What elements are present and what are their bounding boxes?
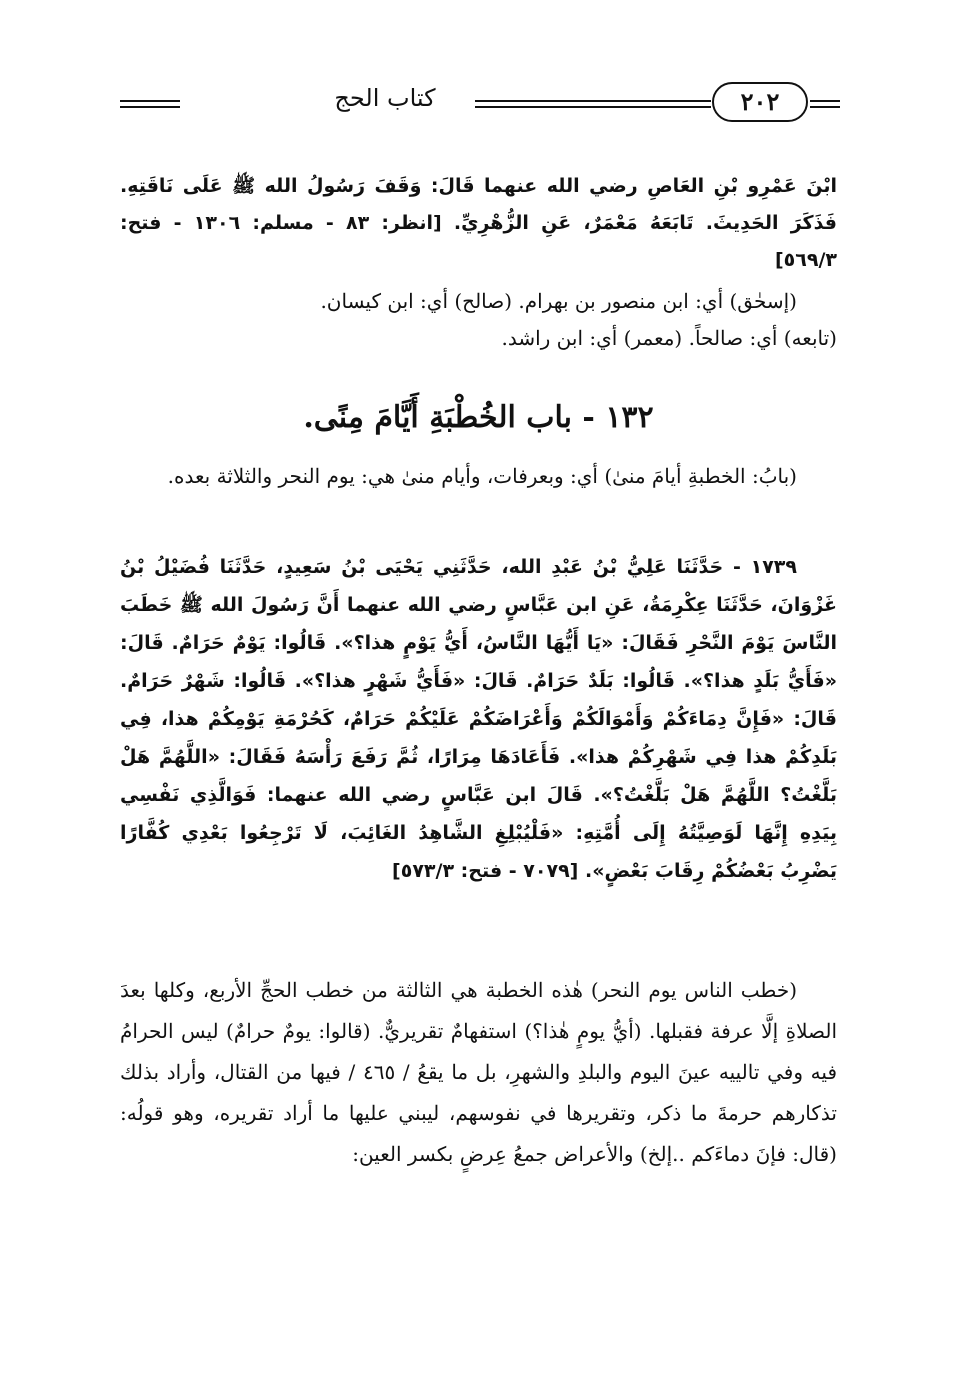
top-block <box>120 168 837 357</box>
chapter-commentary: (بابُ: الخطبةِ أيامَ منىٰ) أي: وبعرفات، وأيام منىٰ هي: يوم النحر والثلاثة بعده. <box>167 464 797 488</box>
commentary-line: (تابعه) أي: صالحاً. (معمر) أي: ابن راشد. <box>501 326 837 350</box>
chapter-heading: ١٣٢ - باب الخُطْبَةِ أَيَّامَ مِنًى. <box>303 400 654 435</box>
commentary-line: (إسحٰق) أي: ابن منصور بن بهرام. (صالح) أي: ابن كيسان. <box>320 289 797 313</box>
hadith-continuation: ابْنَ عَمْرِو بْنِ العَاصِ رضي الله عنهما قَالَ: وَقَفَ رَسُولُ الله ﷺ عَلَى نَاقَتِهِ. فَذَكَرَ الحَدِيثَ. تَابَعَهُ مَعْمَرٌ، عَنِ الزُّهْرِيِّ. [انظر: ٨٣ - مسلم: ١٣٠٦ - فتح: ٥٦٩/٣] <box>120 175 837 271</box>
hadith-text: ١٧٣٩ - حَدَّثَنَا عَلِيُّ بْنُ عَبْدِ الله، حَدَّثَنِي يَحْيَى بْنُ سَعِيدٍ، حَدَّثَنَا فُضَيْلُ بْنُ غَزْوَانَ، حَدَّثَنَا عِكْرِمَةُ، عَنِ ابن عَبَّاسٍ رضي الله عنهما أَنَّ رَسُولَ الله ﷺ خَطَبَ النَّاسَ يَوْمَ النَّحْرِ فَقَالَ: «يَا أَيُّهَا النَّاسُ، أَيُّ يَوْمٍ هذا؟». قَالُوا: يَوْمٌ حَرَامٌ. قَالَ: «فَأَيُّ بَلَدٍ هذا؟». قَالُوا: بَلَدٌ حَرَامٌ. قَالَ: «فَأَيُّ شَهْرٍ هذا؟». قَالُوا: شَهْرٌ حَرَامٌ. قَالَ: «فَإِنَّ دِمَاءَكُمْ وَأَمْوَالَكُمْ وَأَعْرَاضَكُمْ عَلَيْكُمْ حَرَامٌ، كَحُرْمَةِ يَوْمِكُمْ هذا، فِي بَلَدِكُمْ هذا فِي شَهْرِكُمْ هذا». فَأَعَادَهَا مِرَارًا، ثُمَّ رَفَعَ رَأْسَهُ فَقَالَ: «اللَّهُمَّ هَلْ بَلَّغْتُ؟ اللَّهُمَّ هَلْ بَلَّغْتُ؟». قَالَ ابن عَبَّاسٍ رضي الله عنهما: فَوَالَّذِي نَفْسِي بِيَدِهِ إِنَّهَا لَوَصِيَّتُهُ إِلَى أُمَّتِهِ: «فَلْيُبْلِغِ الشَّاهِدُ الغَائِبَ، لَا تَرْجِعُوا بَعْدِي كُفَّارًا يَضْرِبُ بَعْضُكُمْ رِقَابَ بَعْضٍ». [٧٠٧٩ - فتح: ٥٧٣/٣] <box>120 556 837 882</box>
commentary-block <box>120 970 837 1175</box>
book-title: كتاب الحج <box>334 84 436 112</box>
header-rule-right-2 <box>810 106 840 108</box>
chapter-commentary-block <box>120 458 837 495</box>
header-rule-left <box>120 100 180 102</box>
header-rule-left-2 <box>120 106 180 108</box>
page-number: ٢٠٢ <box>712 82 808 122</box>
hadith-block <box>120 548 837 890</box>
page-header <box>120 80 840 130</box>
final-commentary: (خطب الناس يوم النحر) هٰذه الخطبة هي الثالثة من خطب الحجِّ الأربع، وكلها بعدَ الصلاةِ إلَّا عرفة فقبلها. (أيُّ يومٍ هٰذا؟) استفهامٌ تقريريٌّ. (قالوا: يومٌ حرامٌ) ليس الحرامُ فيه وفي تالييه عينَ اليوم والبلدِ والشهرِ، بل ما يقعُ / ٤٦٥ / فيها من القتال، وأراد بذلك تذكارهم حرمةَ ما ذكر، وتقريرها في نفوسهم، ليبني عليها ما أراد تقريره، وهو قولُه: (قال: فإنَ دماءَكم ..إلخ) والأعراض جمعُ عِرضٍ بكسر العين: <box>120 978 838 1166</box>
header-rule-middle <box>475 100 711 102</box>
header-rule-right <box>810 100 840 102</box>
header-rule-middle-2 <box>475 106 711 108</box>
